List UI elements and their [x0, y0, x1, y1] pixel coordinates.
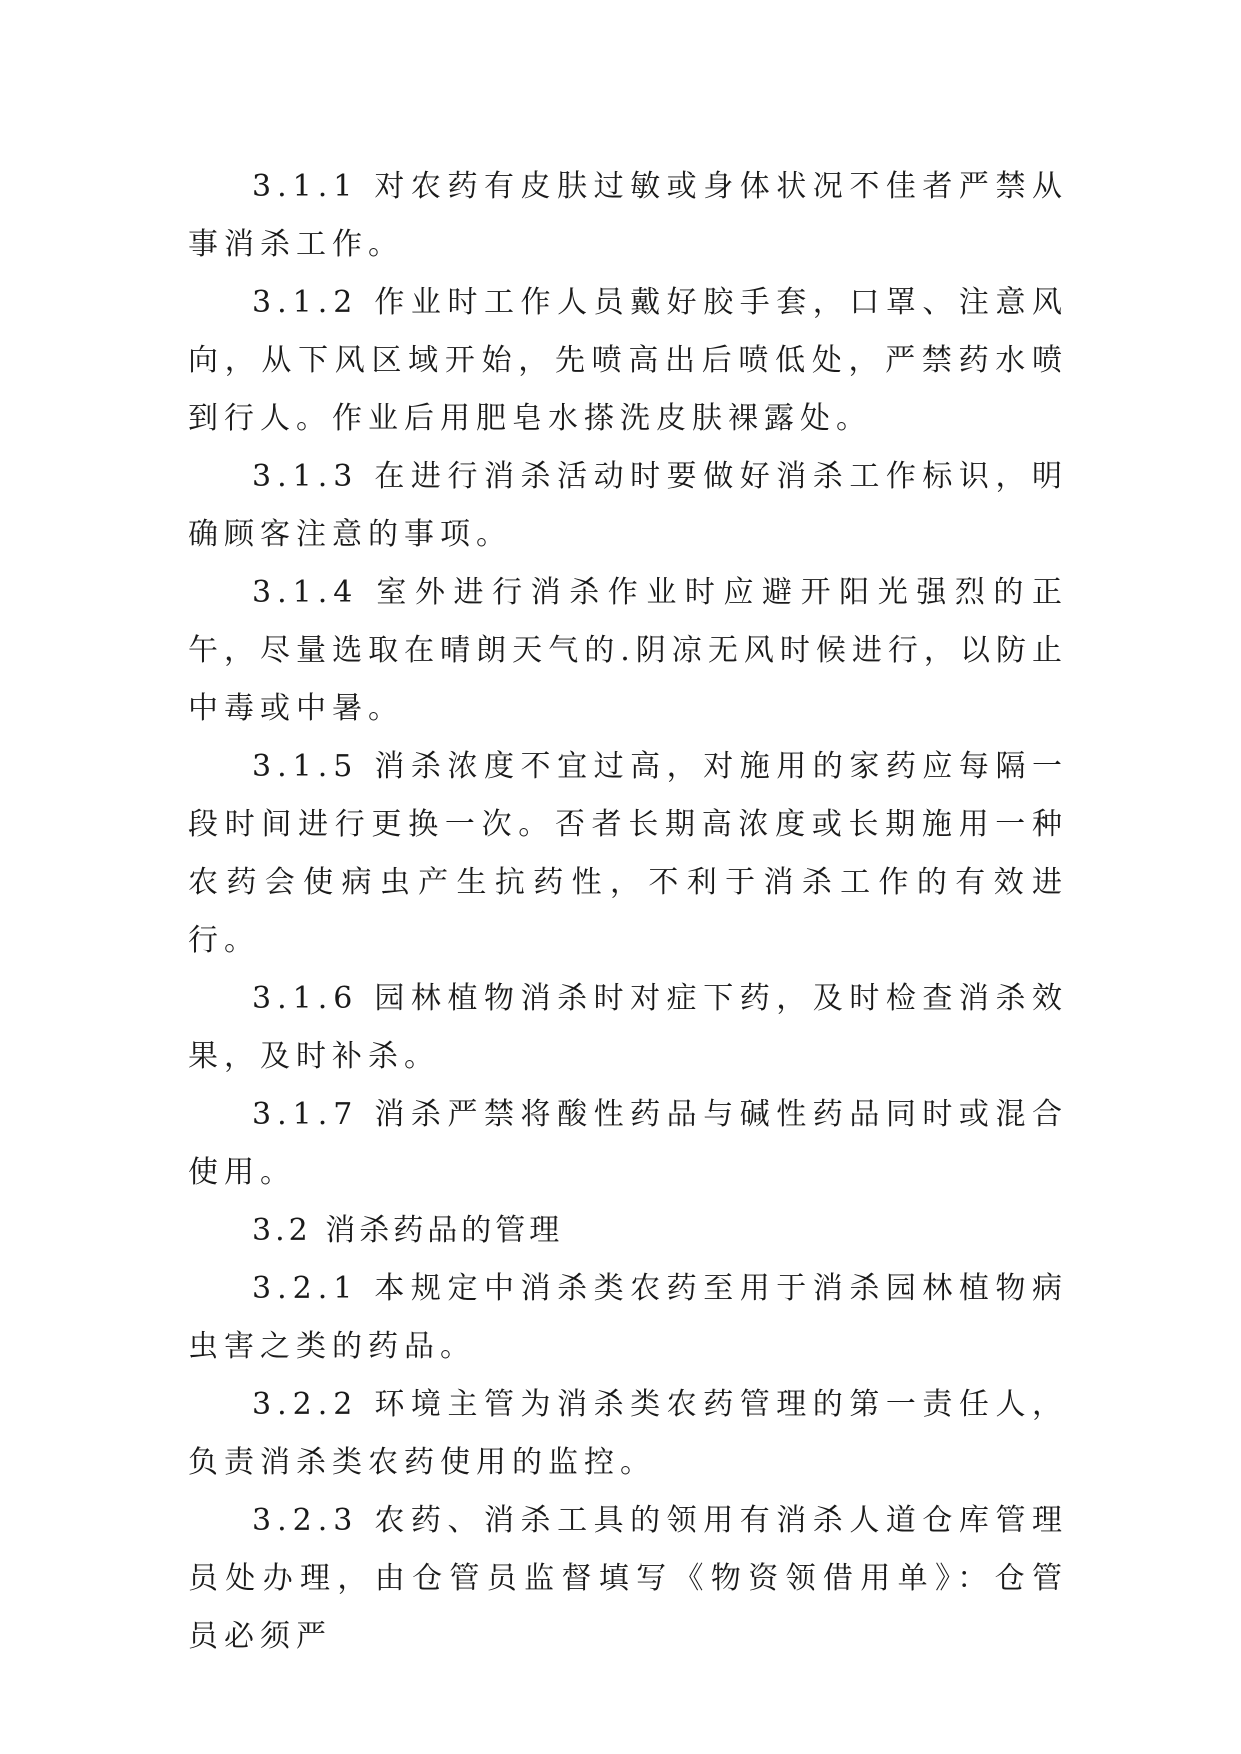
- paragraph-3-1-3: 3.1.3 在进行消杀活动时要做好消杀工作标识，明确顾客注意的事项。: [188, 459, 1068, 552]
- section-heading-3-2: 3.2 消杀药品的管理: [252, 1213, 564, 1248]
- document-body: [188, 158, 1068, 1666]
- paragraph-3-1-4: 3.1.4 室外进行消杀作业时应避开阳光强烈的正午，尽量选取在晴朗天气的.阴凉无风时候进行，以防止中毒或中暑。: [188, 575, 1068, 726]
- paragraph-3-2-1: 3.2.1 本规定中消杀类农药至用于消杀园林植物病虫害之类的药品。: [188, 1271, 1068, 1364]
- paragraph-3-2-2: 3.2.2 环境主管为消杀类农药管理的第一责任人，负责消杀类农药使用的监控。: [188, 1387, 1068, 1480]
- paragraph-3-1-1: 3.1.1 对农药有皮肤过敏或身体状况不佳者严禁从事消杀工作。: [188, 169, 1068, 262]
- paragraph-3-1-2: 3.1.2 作业时工作人员戴好胶手套，口罩、注意风向，从下风区域开始，先喷高出后喷低处，严禁药水喷到行人。作业后用肥皂水搽洗皮肤裸露处。: [188, 285, 1068, 436]
- paragraph-3-1-6: 3.1.6 园林植物消杀时对症下药，及时检查消杀效果，及时补杀。: [188, 981, 1068, 1074]
- paragraph-3-2-3: 3.2.3 农药、消杀工具的领用有消杀人道仓库管理员处办理，由仓管员监督填写《物资领借用单》：仓管员必须严: [188, 1503, 1068, 1654]
- paragraph-3-1-5: 3.1.5 消杀浓度不宜过高，对施用的家药应每隔一段时间进行更换一次。否者长期高浓度或长期施用一种农药会使病虫产生抗药性，不利于消杀工作的有效进行。: [188, 749, 1068, 958]
- paragraph-3-1-7: 3.1.7 消杀严禁将酸性药品与碱性药品同时或混合使用。: [188, 1097, 1068, 1190]
